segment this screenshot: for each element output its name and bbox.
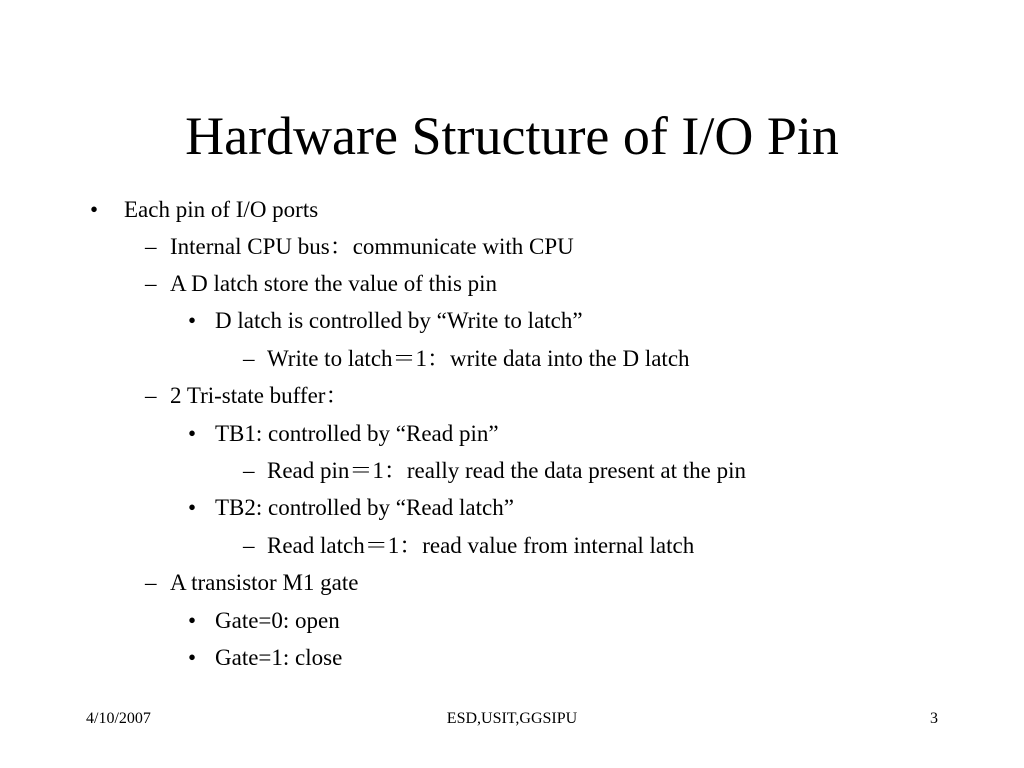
level-4-text: Write to latch＝1：write data into the D latch: [267, 346, 690, 371]
slide-title: Hardware Structure of I/O Pin: [185, 106, 839, 166]
level-4-marker: –: [243, 533, 255, 558]
level-4-marker: –: [243, 346, 255, 371]
level-4-text: Read pin＝1：really read the data present at the pin: [267, 458, 746, 483]
sub-sub-bullet-marker: •: [188, 645, 197, 670]
sub-bullet-marker: –: [145, 271, 157, 296]
sub-sub-bullet-text: D latch is controlled by “Write to latch”: [215, 308, 583, 333]
level-4-marker: –: [243, 458, 255, 483]
sub-sub-bullet-text: TB2: controlled by “Read latch”: [215, 495, 514, 520]
sub-bullet-text: Internal CPU bus：communicate with CPU: [170, 234, 574, 259]
sub-sub-bullet-text: TB1: controlled by “Read pin”: [215, 421, 499, 446]
level-4-text: Read latch＝1：read value from internal latch: [267, 533, 695, 558]
sub-bullet-text: 2 Tri-state buffer：: [170, 383, 349, 408]
footer-center: ESD,USIT,GGSIPU: [446, 710, 578, 727]
bullet-list: [0, 190, 1024, 686]
footer-date: 4/10/2007: [86, 710, 151, 727]
sub-sub-bullet-text: Gate=0: open: [215, 608, 340, 633]
page-number: 3: [930, 710, 938, 727]
sub-bullet-marker: –: [145, 234, 157, 259]
bullet-text-level-1: Each pin of I/O ports: [124, 197, 319, 222]
sub-sub-bullet-marker: •: [188, 608, 197, 633]
sub-bullet-marker: –: [145, 383, 157, 408]
sub-bullet-text: A D latch store the value of this pin: [170, 271, 498, 296]
bullet-marker: •: [90, 197, 99, 222]
sub-sub-bullet-marker: •: [188, 495, 197, 520]
sub-sub-bullet-marker: •: [188, 308, 197, 333]
sub-bullet-text: A transistor M1 gate: [170, 570, 359, 595]
sub-sub-bullet-text: Gate=1: close: [215, 645, 343, 670]
sub-bullet-marker: –: [145, 570, 157, 595]
sub-sub-bullet-marker: •: [188, 421, 197, 446]
